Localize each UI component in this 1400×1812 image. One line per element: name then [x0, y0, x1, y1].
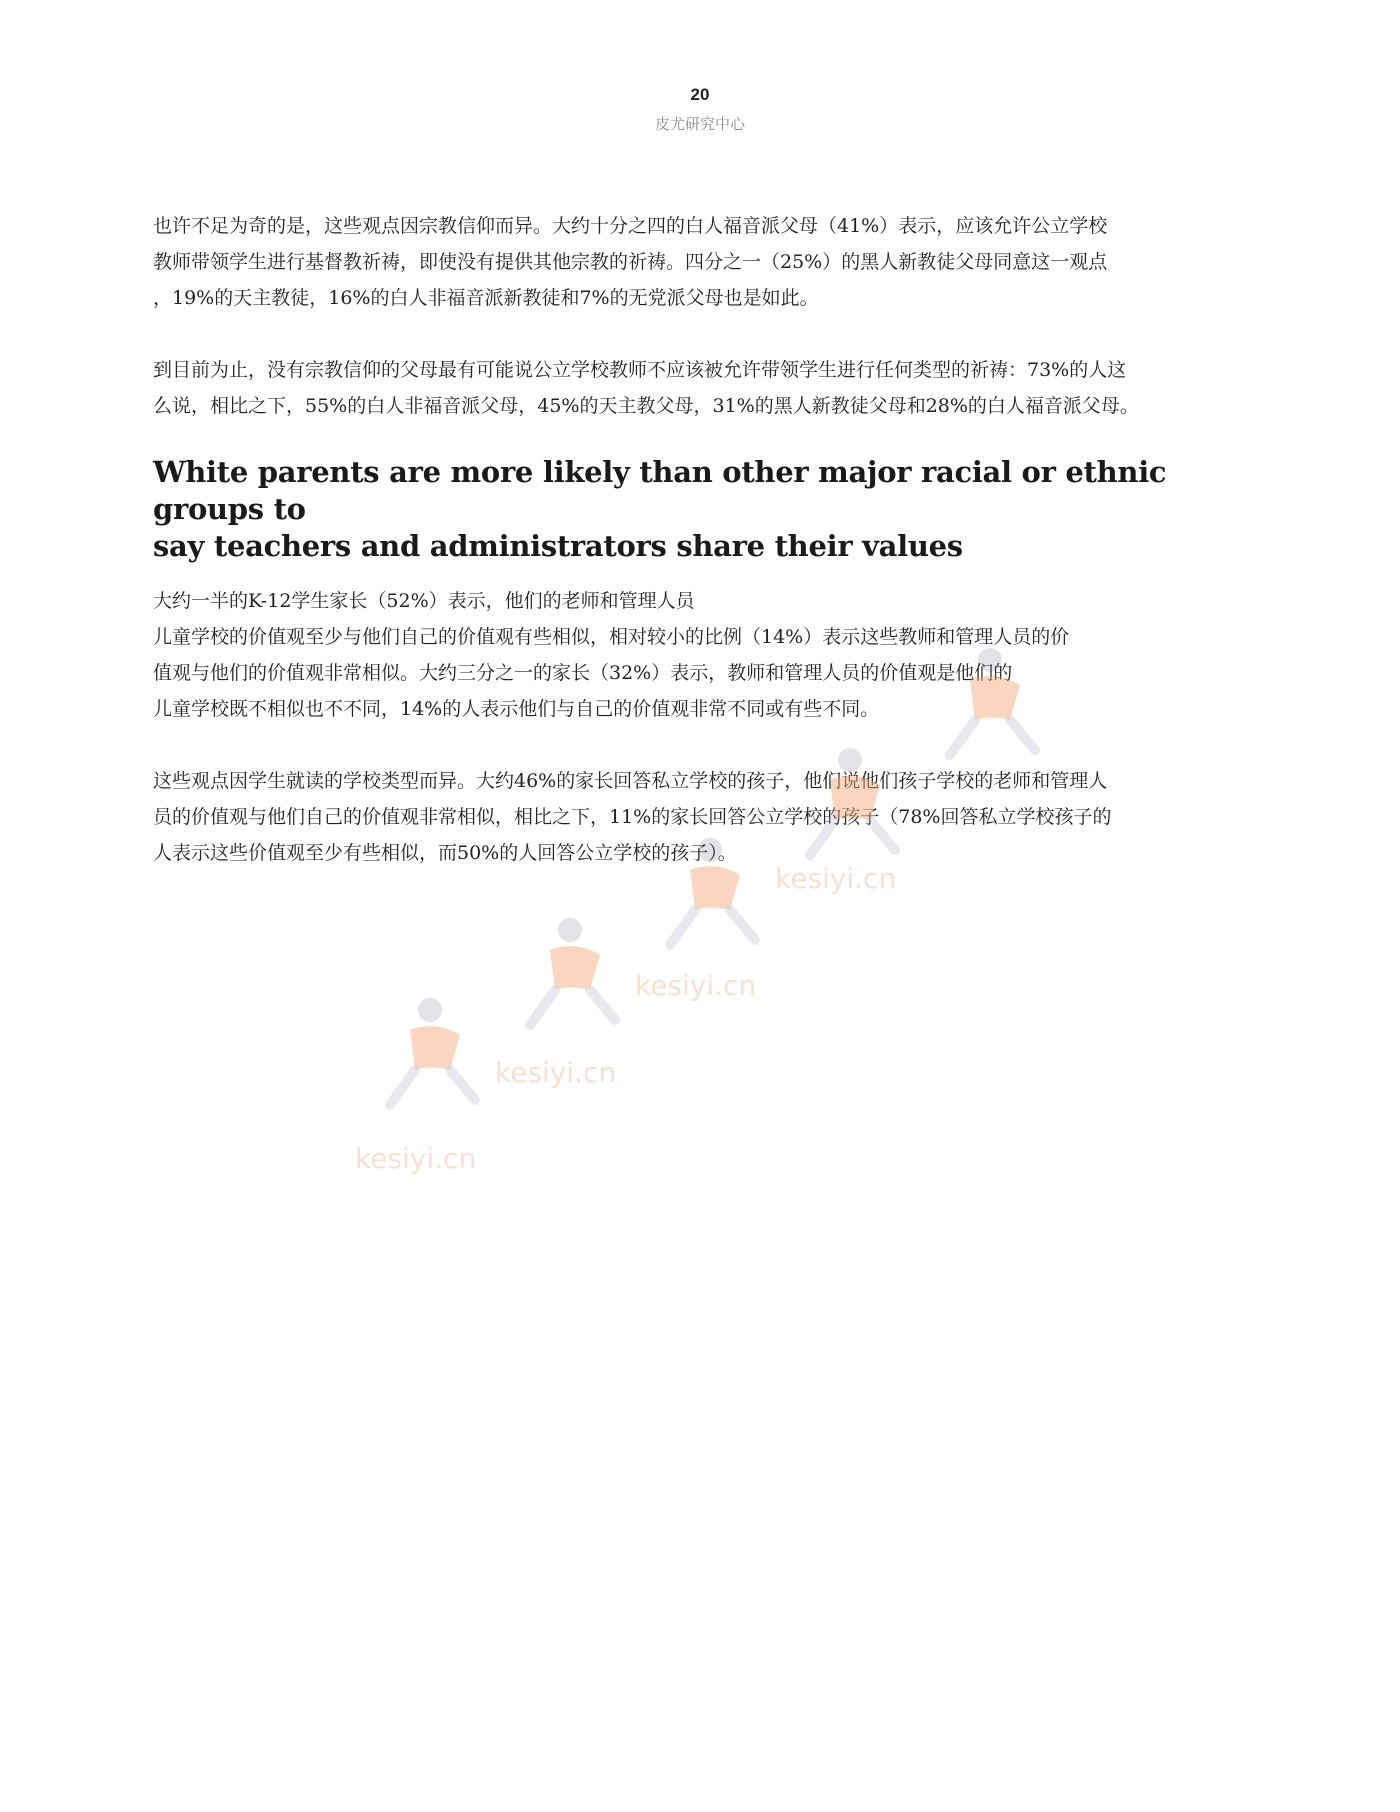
organization-name: 皮尤研究中心: [654, 115, 745, 133]
paragraph-line: 大约一半的K-12学生家长（52%）表示，他们的老师和管理人员: [153, 590, 695, 612]
paragraph-line: 儿童学校既不相似也不不同，14%的人表示他们与自己的价值观非常不同或有些不同。: [153, 698, 880, 720]
paragraph-religion-prayer: [153, 208, 1253, 316]
paragraph-line: 儿童学校的价值观至少与他们自己的价值观有些相似，相对较小的比例（14%）表示这些教师和管理人员的价: [153, 626, 1070, 648]
heading-line: White parents are more likely than other major racial or ethnic groups to: [153, 455, 1167, 526]
paragraph-line: 教师带领学生进行基督教祈祷，即使没有提供其他宗教的祈祷。四分之一（25%）的黑人新教徒父母同意这一观点: [153, 251, 1108, 273]
heading-line: say teachers and administrators share their values: [153, 529, 963, 563]
paragraph-line: 值观与他们的价值观非常相似。大约三分之一的家长（32%）表示，教师和管理人员的价值观是他们的: [153, 662, 1013, 684]
watermark-figure-icon: [390, 998, 475, 1105]
paragraph-school-type: [153, 763, 1253, 871]
page-header: [0, 84, 1400, 134]
paragraph-line: 员的价值观与他们自己的价值观非常相似，相比之下，11%的家长回答公立学校的孩子（78%回答私立学校孩子的: [153, 806, 1112, 828]
watermark-text: kesiyi.cn: [355, 1142, 477, 1175]
paragraph-line: 也许不足为奇的是，这些观点因宗教信仰而异。大约十分之四的白人福音派父母（41%）表示，应该允许公立学校: [153, 215, 1108, 237]
document-body: [153, 208, 1253, 907]
paragraph-line: 么说，相比之下，55%的白人非福音派父母，45%的天主教父母，31%的黑人新教徒父母和28%的白人福音派父母。: [153, 395, 1139, 417]
watermark-text: kesiyi.cn: [635, 969, 757, 1002]
paragraph-line: ，19%的天主教徒，16%的白人非福音派新教徒和7%的无党派父母也是如此。: [153, 287, 819, 309]
watermark-text: kesiyi.cn: [495, 1056, 617, 1089]
paragraph-line: 到目前为止，没有宗教信仰的父母最有可能说公立学校教师不应该被允许带领学生进行任何类型的祈祷：73%的人这: [153, 359, 1127, 381]
section-heading: [153, 454, 1253, 565]
watermark-figure-icon: [530, 918, 615, 1025]
watermark-text: kesiyi.cn: [775, 862, 897, 895]
paragraph-line: 人表示这些价值观至少有些相似，而50%的人回答公立学校的孩子）。: [153, 842, 737, 864]
paragraph-values-similarity: [153, 583, 1253, 727]
page-number: 20: [690, 85, 710, 104]
paragraph-line: 这些观点因学生就读的学校类型而异。大约46%的家长回答私立学校的孩子，他们说他们孩子学校的老师和管理人: [153, 770, 1108, 792]
paragraph-unaffiliated-prayer: [153, 352, 1253, 424]
